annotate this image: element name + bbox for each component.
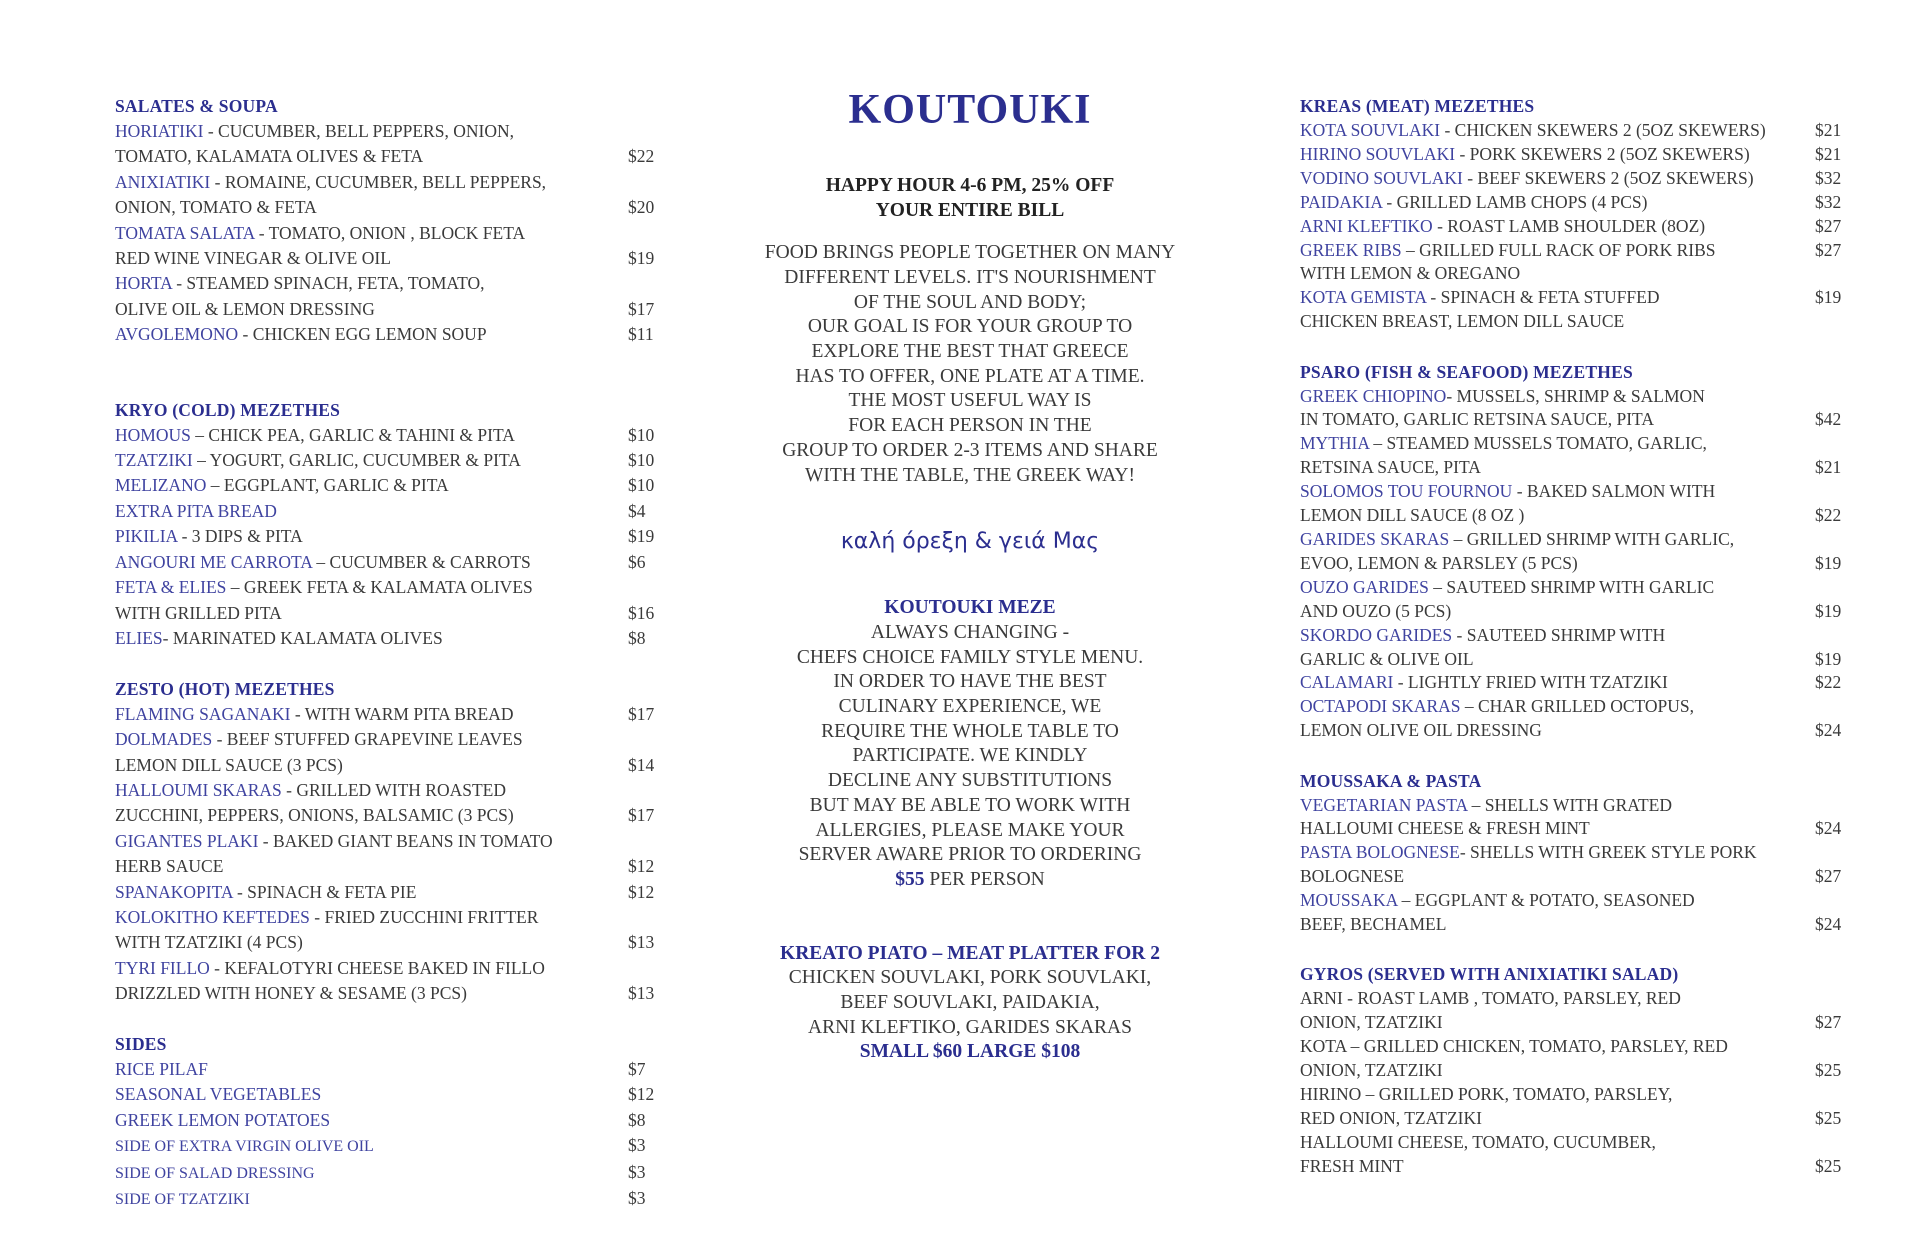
item-price: $21 bbox=[1815, 457, 1842, 478]
item-name: MELIZANO bbox=[115, 475, 207, 496]
item-description: WITH LEMON & OREGANO bbox=[1300, 263, 1521, 284]
menu-line bbox=[115, 829, 675, 854]
text-line: EXPLORE THE BEST THAT GREECE bbox=[811, 341, 1129, 362]
item-price: $19 bbox=[1815, 287, 1842, 308]
item-name: RICE PILAF bbox=[115, 1058, 208, 1079]
menu-line bbox=[115, 1160, 675, 1186]
item-name: FLAMING SAGANAKI bbox=[115, 703, 291, 724]
item-description: - MARINATED KALAMATA OLIVES bbox=[162, 627, 443, 648]
text-line: BEEF SOUVLAKI, PAIDAKIA, bbox=[840, 992, 1100, 1014]
item-description: - MUSSELS, SHRIMP & SALMON bbox=[1446, 385, 1705, 406]
item-price: $19 bbox=[628, 248, 655, 269]
item-description: - ROMAINE, CUCUMBER, BELL PEPPERS, bbox=[210, 171, 547, 192]
spacer bbox=[1300, 937, 1850, 962]
menu-line bbox=[115, 1082, 675, 1107]
item-price: $22 bbox=[1815, 505, 1842, 526]
item-name: PAIDAKIA bbox=[1300, 191, 1383, 212]
menu-line bbox=[115, 524, 675, 549]
item-name: AVGOLEMONO bbox=[115, 324, 239, 345]
item-description: – EGGPLANT, GARLIC & PITA bbox=[206, 475, 449, 496]
item-description: - PORK SKEWERS 2 (5OZ SKEWERS) bbox=[1455, 143, 1750, 164]
menu-line bbox=[1300, 624, 1850, 648]
meze-price: $55 bbox=[895, 868, 925, 890]
item-name: EXTRA PITA BREAD bbox=[115, 500, 277, 521]
item-description: – GRILLED SHRIMP WITH GARLIC, bbox=[1449, 528, 1735, 549]
menu-line bbox=[1300, 552, 1850, 576]
menu-line bbox=[115, 423, 675, 448]
menu-line bbox=[1300, 432, 1850, 456]
item-description: - SPINACH & FETA PIE bbox=[232, 881, 417, 902]
menu-line bbox=[1300, 695, 1850, 719]
item-price: $3 bbox=[628, 1135, 646, 1156]
menu-line bbox=[115, 170, 675, 195]
text-line: CHICKEN SOUVLAKI, PORK SOUVLAKI, bbox=[788, 967, 1152, 989]
item-name: GREEK RIBS bbox=[1300, 239, 1402, 260]
item-name: SIDE OF SALAD DRESSING bbox=[115, 1164, 315, 1182]
restaurant-title: KOUTOUKI bbox=[848, 87, 1092, 133]
item-price: $19 bbox=[628, 526, 655, 547]
item-name: GREEK LEMON POTATOES bbox=[115, 1109, 331, 1130]
item-name: SKORDO GARIDES bbox=[1300, 624, 1453, 645]
item-price: $22 bbox=[1815, 672, 1842, 693]
item-description: - GRILLED WITH ROASTED bbox=[281, 779, 506, 800]
item-description: - BAKED GIANT BEANS IN TOMATO bbox=[258, 830, 553, 851]
text-line: OUR GOAL IS FOR YOUR GROUP TO bbox=[807, 316, 1133, 338]
item-price: $27 bbox=[1815, 239, 1842, 260]
menu-line bbox=[115, 803, 675, 828]
item-description: AND OUZO (5 PCS) bbox=[1300, 600, 1452, 621]
item-description: LEMON DILL SAUCE (3 PCS) bbox=[115, 754, 343, 775]
menu-line bbox=[1300, 215, 1850, 239]
menu-line bbox=[1300, 889, 1850, 913]
meze-price-line bbox=[700, 868, 1240, 893]
menu-line bbox=[1300, 167, 1850, 191]
center-column bbox=[700, 86, 1240, 1065]
text-line: GROUP TO ORDER 2-3 ITEMS AND SHARE bbox=[782, 439, 1158, 461]
item-price: $8 bbox=[628, 1109, 646, 1130]
menu-line bbox=[115, 297, 675, 322]
item-name: OCTAPODI SKARAS bbox=[1300, 696, 1461, 717]
section-salates bbox=[115, 119, 675, 348]
intro-text bbox=[700, 241, 1240, 488]
item-description: - LIGHTLY FRIED WITH TZATZIKI bbox=[1393, 672, 1668, 693]
text-line: HAS TO OFFER, ONE PLATE AT A TIME. bbox=[795, 365, 1145, 387]
item-name: KOTA SOUVLAKI bbox=[1300, 120, 1441, 140]
item-price: $27 bbox=[1815, 1012, 1842, 1033]
item-price: $27 bbox=[1815, 866, 1842, 887]
item-price: $21 bbox=[1815, 120, 1842, 140]
menu-line bbox=[1300, 1059, 1850, 1083]
menu-line bbox=[115, 1057, 675, 1082]
item-description: - CHICKEN EGG LEMON SOUP bbox=[238, 324, 487, 345]
item-name: PASTA BOLOGNESE bbox=[1300, 842, 1460, 863]
section-title-salates: SALATES & SOUPA bbox=[115, 96, 278, 116]
menu-line bbox=[1300, 865, 1850, 889]
item-description: - KEFALOTYRI CHEESE BAKED IN FILLO bbox=[209, 957, 545, 978]
item-price: $14 bbox=[628, 754, 655, 775]
item-price: $7 bbox=[628, 1058, 646, 1079]
item-description: RED ONION, TZATZIKI bbox=[1300, 1107, 1482, 1128]
text-line: FOOD BRINGS PEOPLE TOGETHER ON MANY bbox=[764, 242, 1176, 264]
menu-line bbox=[1300, 480, 1850, 504]
item-price: $10 bbox=[628, 424, 655, 445]
item-name: SPANAKOPITA bbox=[115, 881, 233, 902]
item-description: ARNI - ROAST LAMB , TOMATO, PARSLEY, RED bbox=[1300, 988, 1681, 1009]
meze-title: KOUTOUKI MEZE bbox=[884, 597, 1056, 619]
section-psaro bbox=[1300, 385, 1850, 744]
item-name: HALLOUMI SKARAS bbox=[115, 779, 282, 800]
item-description: BEEF, BECHAMEL bbox=[1300, 914, 1447, 935]
item-price: $20 bbox=[628, 197, 655, 218]
item-price: $25 bbox=[1815, 1060, 1842, 1081]
item-name: TOMATA SALATA bbox=[115, 222, 255, 243]
menu-line bbox=[115, 575, 675, 600]
item-name: DOLMADES bbox=[115, 729, 213, 750]
menu-line bbox=[1300, 1155, 1850, 1179]
item-description: ONION, TOMATO & FETA bbox=[115, 197, 317, 218]
item-description: - 3 DIPS & PITA bbox=[177, 526, 303, 547]
menu-line bbox=[115, 601, 675, 626]
item-price: $32 bbox=[1815, 191, 1842, 212]
item-price: $24 bbox=[1815, 720, 1842, 741]
item-name: ELIES bbox=[115, 627, 163, 648]
section-title-gyros: GYROS (SERVED WITH ANIXIATIKI SALAD) bbox=[1300, 964, 1679, 985]
item-name: FETA & ELIES bbox=[115, 577, 227, 598]
menu-line bbox=[115, 119, 675, 144]
menu-line bbox=[115, 499, 675, 524]
item-description: LEMON OLIVE OIL DRESSING bbox=[1300, 720, 1542, 741]
item-price: $19 bbox=[1815, 552, 1842, 573]
item-description: - SPINACH & FETA STUFFED bbox=[1426, 287, 1660, 308]
menu-line bbox=[115, 905, 675, 930]
item-description: - BAKED SALMON WITH bbox=[1512, 481, 1716, 502]
text-line: WITH THE TABLE, THE GREEK WAY! bbox=[805, 464, 1135, 486]
item-price: $24 bbox=[1815, 914, 1842, 935]
item-name: TZATZIKI bbox=[115, 450, 193, 471]
item-description: ZUCCHINI, PEPPERS, ONIONS, BALSAMIC (3 PCS) bbox=[115, 805, 514, 826]
text-line: ALLERGIES, PLEASE MAKE YOUR bbox=[815, 819, 1125, 841]
section-title-moussaka: MOUSSAKA & PASTA bbox=[1300, 770, 1482, 791]
item-description: TOMATO, KALAMATA OLIVES & FETA bbox=[115, 146, 424, 167]
spacer bbox=[1300, 743, 1850, 768]
text-line: OF THE SOUL AND BODY; bbox=[853, 291, 1087, 313]
section-sides bbox=[115, 1057, 675, 1212]
text-line: ARNI KLEFTIKO, GARIDES SKARAS bbox=[808, 1016, 1132, 1038]
item-description: - FRIED ZUCCHINI FRITTER bbox=[309, 906, 539, 927]
item-description: - ROAST LAMB SHOULDER (8OZ) bbox=[1432, 215, 1706, 236]
platter-price: SMALL $60 LARGE $108 bbox=[859, 1041, 1081, 1063]
menu-line bbox=[115, 221, 675, 246]
section-title-kreas: KREAS (MEAT) MEZETHES bbox=[1300, 96, 1535, 116]
section-title-zesto: ZESTO (HOT) MEZETHES bbox=[115, 678, 335, 699]
item-name: PIKILIA bbox=[115, 526, 178, 547]
text-line: SERVER AWARE PRIOR TO ORDERING bbox=[798, 844, 1142, 866]
item-name: ARNI KLEFTIKO bbox=[1300, 215, 1433, 236]
item-price: $6 bbox=[628, 551, 646, 572]
menu-line bbox=[115, 195, 675, 220]
menu-line bbox=[115, 271, 675, 296]
item-price: $22 bbox=[628, 146, 655, 167]
item-description: HIRINO – GRILLED PORK, TOMATO, PARSLEY, bbox=[1300, 1083, 1673, 1104]
menu-line bbox=[1300, 1083, 1850, 1107]
item-description: - SHELLS WITH GREEK STYLE PORK bbox=[1459, 842, 1757, 863]
item-description: – GRILLED FULL RACK OF PORK RIBS bbox=[1401, 239, 1716, 260]
item-description: - CUCUMBER, BELL PEPPERS, ONION, bbox=[203, 121, 514, 141]
menu-line bbox=[115, 854, 675, 879]
item-description: WITH GRILLED PITA bbox=[115, 602, 282, 623]
item-name: KOLOKITHO KEFTEDES bbox=[115, 906, 310, 927]
item-price: $12 bbox=[628, 881, 655, 902]
item-price: $25 bbox=[1815, 1107, 1842, 1128]
menu-line bbox=[1300, 1107, 1850, 1131]
item-description: – SAUTEED SHRIMP WITH GARLIC bbox=[1428, 576, 1715, 597]
item-name: MOUSSAKA bbox=[1300, 890, 1398, 911]
menu-line bbox=[115, 930, 675, 955]
item-name: VODINO SOUVLAKI bbox=[1300, 167, 1463, 188]
menu-line bbox=[115, 981, 675, 1006]
menu-line bbox=[1300, 385, 1850, 409]
menu-line bbox=[1300, 286, 1850, 310]
item-description: OLIVE OIL & LEMON DRESSING bbox=[115, 298, 375, 319]
menu-line bbox=[115, 473, 675, 498]
menu-line bbox=[115, 702, 675, 727]
menu-line bbox=[115, 753, 675, 778]
spacer bbox=[115, 348, 675, 398]
menu-line bbox=[1300, 913, 1850, 937]
text-line: BUT MAY BE ABLE TO WORK WITH bbox=[809, 794, 1131, 816]
item-description: – GREEK FETA & KALAMATA OLIVES bbox=[226, 577, 533, 598]
menu-line bbox=[1300, 408, 1850, 432]
item-description: – CHAR GRILLED OCTOPUS, bbox=[1460, 696, 1695, 717]
spacer bbox=[115, 651, 675, 676]
item-price: $21 bbox=[1815, 143, 1842, 164]
item-description: - WITH WARM PITA BREAD bbox=[290, 703, 514, 724]
menu-line bbox=[115, 322, 675, 347]
section-gyros bbox=[1300, 987, 1850, 1178]
item-price: $24 bbox=[1815, 818, 1842, 839]
text-line: ALWAYS CHANGING - bbox=[870, 621, 1070, 643]
section-moussaka bbox=[1300, 794, 1850, 937]
item-description: EVOO, LEMON & PARSLEY (5 PCS) bbox=[1300, 552, 1578, 573]
menu-line bbox=[1300, 1011, 1850, 1035]
item-description: - STEAMED SPINACH, FETA, TOMATO, bbox=[171, 273, 485, 294]
section-title-kryo: KRYO (COLD) MEZETHES bbox=[115, 399, 341, 420]
menu-line bbox=[1300, 191, 1850, 215]
item-price: $19 bbox=[1815, 648, 1842, 669]
menu-line bbox=[1300, 719, 1850, 743]
platter-text bbox=[700, 966, 1240, 1040]
item-name: OUZO GARIDES bbox=[1300, 576, 1429, 597]
item-price: $13 bbox=[628, 932, 655, 953]
item-price: $32 bbox=[1815, 167, 1842, 188]
item-price: $3 bbox=[628, 1161, 646, 1182]
left-column bbox=[115, 94, 675, 1212]
happy-hour-line: HAPPY HOUR 4-6 PM, 25% OFF bbox=[825, 175, 1115, 196]
item-description: IN TOMATO, GARLIC RETSINA SAUCE, PITA bbox=[1300, 409, 1654, 430]
menu-line bbox=[1300, 262, 1850, 286]
item-name: HOMOUS bbox=[115, 424, 191, 445]
item-name: HIRINO SOUVLAKI bbox=[1300, 143, 1456, 164]
item-description: RETSINA SAUCE, PITA bbox=[1300, 457, 1481, 478]
item-description: DRIZZLED WITH HONEY & SESAME (3 PCS) bbox=[115, 983, 467, 1004]
menu-line bbox=[1300, 143, 1850, 167]
item-description: ONION, TZATZIKI bbox=[1300, 1012, 1443, 1033]
menu-line bbox=[115, 778, 675, 803]
menu-line bbox=[115, 727, 675, 752]
item-name: SOLOMOS TOU FOURNOU bbox=[1300, 481, 1513, 502]
item-price: $3 bbox=[628, 1188, 646, 1208]
happy-hour-line: YOUR ENTIRE BILL bbox=[875, 199, 1065, 221]
menu-line bbox=[1300, 310, 1850, 334]
item-price: $27 bbox=[1815, 215, 1842, 236]
text-line: DECLINE ANY SUBSTITUTIONS bbox=[827, 770, 1113, 792]
menu-line bbox=[1300, 528, 1850, 552]
item-price: $17 bbox=[628, 298, 655, 319]
item-description: HALLOUMI CHEESE, TOMATO, CUCUMBER, bbox=[1300, 1131, 1656, 1152]
item-price: $42 bbox=[1815, 409, 1842, 430]
item-price: $25 bbox=[1815, 1155, 1842, 1176]
item-description: - GRILLED LAMB CHOPS (4 PCS) bbox=[1382, 191, 1648, 212]
greek-greeting: καλή όρεξη & γειά Μας bbox=[840, 529, 1100, 555]
menu-line bbox=[1300, 600, 1850, 624]
right-column bbox=[1300, 94, 1850, 1179]
menu-line bbox=[115, 1133, 675, 1159]
item-price: $19 bbox=[1815, 600, 1842, 621]
menu-line bbox=[115, 448, 675, 473]
item-price: $10 bbox=[628, 450, 655, 471]
item-price: $16 bbox=[628, 602, 655, 623]
menu-line bbox=[115, 880, 675, 905]
spacer bbox=[1300, 334, 1850, 359]
item-description: HERB SAUCE bbox=[115, 856, 224, 877]
text-line: CULINARY EXPERIENCE, WE bbox=[838, 696, 1102, 718]
section-kryo bbox=[115, 423, 675, 652]
item-description: CHICKEN BREAST, LEMON DILL SAUCE bbox=[1300, 311, 1625, 332]
text-line: DIFFERENT LEVELS. IT'S NOURISHMENT bbox=[784, 266, 1156, 288]
text-line: REQUIRE THE WHOLE TABLE TO bbox=[821, 720, 1119, 742]
item-description: BOLOGNESE bbox=[1300, 866, 1405, 887]
menu-line bbox=[1300, 456, 1850, 480]
item-description: HALLOUMI CHEESE & FRESH MINT bbox=[1300, 818, 1590, 839]
item-name: SIDE OF EXTRA VIRGIN OLIVE OIL bbox=[115, 1138, 374, 1156]
menu-line bbox=[1300, 119, 1850, 143]
item-description: - BEEF STUFFED GRAPEVINE LEAVES bbox=[212, 729, 523, 750]
item-description: – CUCUMBER & CARROTS bbox=[311, 551, 531, 572]
menu-line bbox=[1300, 1035, 1850, 1059]
item-name: KOTA GEMISTA bbox=[1300, 287, 1427, 308]
text-line: IN ORDER TO HAVE THE BEST bbox=[833, 671, 1107, 693]
item-description: - TOMATO, ONION , BLOCK FETA bbox=[254, 222, 526, 243]
item-description: – STEAMED MUSSELS TOMATO, GARLIC, bbox=[1369, 433, 1707, 454]
item-description: - CHICKEN SKEWERS 2 (5OZ SKEWERS) bbox=[1440, 120, 1766, 140]
item-name: GARIDES SKARAS bbox=[1300, 528, 1450, 549]
item-name: GREEK CHIOPINO bbox=[1300, 385, 1447, 406]
text-line: CHEFS CHOICE FAMILY STYLE MENU. bbox=[796, 646, 1144, 668]
item-price: $13 bbox=[628, 983, 655, 1004]
item-price: $4 bbox=[628, 500, 646, 521]
menu-line bbox=[1300, 794, 1850, 818]
item-description: - SAUTEED SHRIMP WITH bbox=[1452, 624, 1666, 645]
item-description: – EGGPLANT & POTATO, SEASONED bbox=[1397, 890, 1695, 911]
menu-line bbox=[1300, 576, 1850, 600]
item-price: $12 bbox=[628, 856, 655, 877]
item-name: VEGETARIAN PASTA bbox=[1300, 794, 1468, 815]
menu-line bbox=[1300, 671, 1850, 695]
section-title-psaro: PSARO (FISH & SEAFOOD) MEZETHES bbox=[1300, 361, 1633, 382]
item-description: LEMON DILL SAUCE (8 OZ ) bbox=[1300, 505, 1525, 526]
menu-line bbox=[115, 550, 675, 575]
menu-line bbox=[115, 1186, 675, 1212]
item-name: HORIATIKI bbox=[115, 121, 204, 141]
menu-line bbox=[1300, 817, 1850, 841]
text-line: FOR EACH PERSON IN THE bbox=[848, 415, 1092, 437]
item-price: $17 bbox=[628, 805, 655, 826]
platter-title: KREATO PIATO – MEAT PLATTER FOR 2 bbox=[780, 942, 1160, 964]
item-price: $8 bbox=[628, 627, 646, 648]
item-description: – SHELLS WITH GRATED bbox=[1467, 794, 1673, 815]
menu-line bbox=[1300, 648, 1850, 672]
item-description: KOTA – GRILLED CHICKEN, TOMATO, PARSLEY, RED bbox=[1300, 1036, 1728, 1057]
menu-line bbox=[115, 956, 675, 981]
item-price: $17 bbox=[628, 703, 655, 724]
text-line: THE MOST USEFUL WAY IS bbox=[848, 390, 1092, 412]
menu-line bbox=[115, 144, 675, 169]
item-description: – YOGURT, GARLIC, CUCUMBER & PITA bbox=[192, 450, 521, 471]
section-title-sides: SIDES bbox=[115, 1033, 167, 1054]
menu-line bbox=[115, 626, 675, 651]
menu-line bbox=[1300, 239, 1850, 263]
menu-line bbox=[1300, 987, 1850, 1011]
menu-line bbox=[1300, 504, 1850, 528]
text-line: PARTICIPATE. WE KINDLY bbox=[852, 745, 1088, 767]
menu-line bbox=[115, 1108, 675, 1133]
spacer bbox=[115, 1007, 675, 1032]
section-zesto bbox=[115, 702, 675, 1007]
item-price: $10 bbox=[628, 475, 655, 496]
item-name: SEASONAL VEGETABLES bbox=[115, 1084, 322, 1105]
menu-line bbox=[1300, 841, 1850, 865]
item-name: CALAMARI bbox=[1300, 672, 1394, 693]
section-kreas bbox=[1300, 119, 1850, 334]
item-name: SIDE OF TZATZIKI bbox=[115, 1191, 250, 1208]
meze-price-suffix: PER PERSON bbox=[924, 868, 1045, 890]
menu-line bbox=[1300, 1131, 1850, 1155]
item-description: RED WINE VINEGAR & OLIVE OIL bbox=[115, 248, 391, 269]
item-description: ONION, TZATZIKI bbox=[1300, 1060, 1443, 1081]
item-name: ANIXIATIKI bbox=[115, 171, 211, 192]
item-name: GIGANTES PLAKI bbox=[115, 830, 259, 851]
item-name: HORTA bbox=[115, 273, 172, 294]
item-description: WITH TZATZIKI (4 PCS) bbox=[115, 932, 303, 953]
item-description: - BEEF SKEWERS 2 (5OZ SKEWERS) bbox=[1462, 167, 1754, 188]
item-description: – CHICK PEA, GARLIC & TAHINI & PITA bbox=[190, 424, 515, 445]
item-name: MYTHIA bbox=[1300, 433, 1370, 454]
item-description: GARLIC & OLIVE OIL bbox=[1300, 648, 1474, 669]
item-description: FRESH MINT bbox=[1300, 1155, 1404, 1176]
menu-line bbox=[115, 246, 675, 271]
item-name: TYRI FILLO bbox=[115, 957, 210, 978]
meze-text bbox=[700, 621, 1240, 868]
item-name: ANGOURI ME CARROTA bbox=[115, 551, 312, 572]
item-price: $11 bbox=[628, 324, 654, 345]
item-price: $12 bbox=[628, 1084, 655, 1105]
